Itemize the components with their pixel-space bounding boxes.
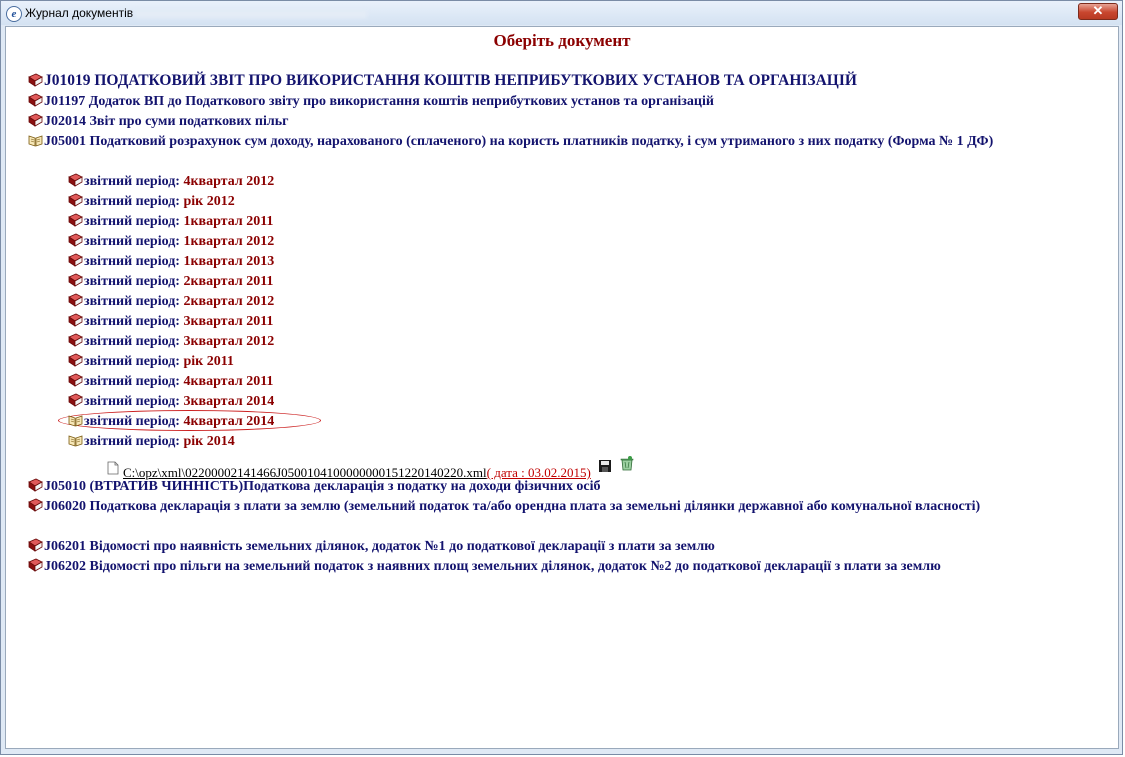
closed-book-icon (68, 173, 83, 187)
period-item[interactable] (68, 292, 274, 312)
period-value: 3квартал 2014 (183, 394, 275, 409)
period-label: звітний період: (84, 414, 180, 429)
document-code: J06201 (44, 539, 86, 554)
document-title: (ВТРАТИВ ЧИННІСТЬ)Податкова декларація з податку на доходи фізичних осіб (89, 479, 601, 494)
period-label: звітний період: (84, 174, 180, 189)
period-item[interactable] (68, 432, 235, 452)
file-icon (107, 461, 119, 475)
period-value: 2квартал 2011 (183, 274, 274, 289)
period-label: звітний період: (84, 274, 180, 289)
window-title: Журнал документів (25, 6, 134, 20)
document-item-j06201[interactable] (28, 537, 715, 557)
period-item[interactable] (68, 212, 273, 232)
period-label: звітний період: (84, 354, 180, 369)
period-value: 2квартал 2012 (183, 294, 275, 309)
document-code: J01197 (44, 94, 86, 109)
closed-book-icon (68, 373, 83, 387)
period-label: звітний період: (84, 234, 180, 249)
document-item-j01019[interactable] (28, 71, 857, 91)
open-book-icon (68, 433, 83, 447)
document-code: J01019 (44, 72, 91, 89)
period-value: 1квартал 2011 (183, 214, 274, 229)
period-value: рік 2011 (183, 354, 234, 369)
period-item[interactable] (68, 352, 234, 372)
document-item-j01197[interactable] (28, 92, 714, 112)
period-item[interactable] (68, 172, 274, 192)
closed-book-icon (68, 353, 83, 367)
closed-book-icon (28, 498, 43, 512)
period-value: 4квартал 2012 (183, 174, 275, 189)
document-title: Звіт про суми податкових пільг (89, 114, 289, 129)
closed-book-icon (68, 273, 83, 287)
period-item[interactable] (68, 392, 274, 412)
document-title: ПОДАТКОВИЙ ЗВІТ ПРО ВИКОРИСТАННЯ КОШТІВ НЕПРИБУТКОВИХ УСТАНОВ ТА ОРГАНІЗАЦІЙ (94, 72, 857, 89)
period-value: 3квартал 2011 (183, 314, 274, 329)
closed-book-icon (68, 233, 83, 247)
title-bar (1, 1, 1122, 25)
period-label: звітний період: (84, 374, 180, 389)
period-label: звітний період: (84, 214, 180, 229)
document-item-j06020[interactable] (28, 497, 1123, 517)
document-item-j06202[interactable] (28, 557, 941, 577)
closed-book-icon (28, 93, 43, 107)
period-item[interactable] (68, 372, 273, 392)
document-item-j05001[interactable] (28, 132, 1123, 152)
period-value: 3квартал 2012 (183, 334, 275, 349)
closed-book-icon (68, 193, 83, 207)
document-item-j02014[interactable] (28, 112, 289, 132)
closed-book-icon (68, 313, 83, 327)
close-icon: ✕ (1092, 3, 1104, 18)
period-value: рік 2014 (183, 434, 235, 449)
period-label: звітний період: (84, 394, 180, 409)
period-item-selected[interactable] (68, 412, 274, 432)
closed-book-icon (28, 113, 43, 127)
document-title: Відомості про наявність земельних ділянок, додаток №1 до податкової декларації з плати за землю (89, 539, 715, 554)
closed-book-icon (68, 333, 83, 347)
document-code: J06020 (44, 499, 86, 514)
period-value: 4квартал 2011 (183, 374, 274, 389)
period-label: звітний період: (84, 334, 180, 349)
file-date: ( дата : 03.02.2015) (486, 465, 591, 480)
document-title: Податкова декларація з плати за землю (земельний податок та/або орендна плата за земельні ділянки державної або комунальної власності) (89, 499, 981, 514)
closed-book-icon (68, 393, 83, 407)
period-value: 4квартал 2014 (183, 414, 275, 429)
period-item[interactable] (68, 312, 273, 332)
period-label: звітний період: (84, 314, 180, 329)
recycle-delete-icon[interactable] (619, 455, 635, 471)
closed-book-icon (68, 293, 83, 307)
document-title: Відомості про пільги на земельний податок з наявних площ земельних ділянок, додаток №2 до податкової декларації з плати за землю (89, 559, 941, 574)
redacted-title-area (135, 10, 367, 18)
period-label: звітний період: (84, 254, 180, 269)
document-tree (6, 27, 1118, 748)
period-label: звітний період: (84, 434, 180, 449)
close-button[interactable] (1078, 3, 1118, 20)
document-code: J05010 (44, 479, 86, 494)
file-path-link[interactable]: C:\opz\xml\02200002141466J0500104100000000151220140220.xml (123, 465, 487, 480)
closed-book-icon (68, 253, 83, 267)
period-item[interactable] (68, 332, 274, 352)
open-book-icon (68, 413, 83, 427)
period-item[interactable] (68, 232, 274, 252)
period-item[interactable] (68, 272, 273, 292)
save-icon[interactable] (598, 459, 612, 473)
closed-book-icon (28, 558, 43, 572)
page-title: Оберіть документ (493, 31, 631, 50)
period-value: рік 2012 (183, 194, 235, 209)
closed-book-icon (68, 213, 83, 227)
closed-book-icon (28, 478, 43, 492)
document-journal-panel (5, 26, 1119, 749)
closed-book-icon (28, 73, 43, 87)
document-title: Податковий розрахунок сум доходу, нарахованого (сплаченого) на користь платників податку, і сум утриманого з них податку (Форма № 1 ДФ) (89, 134, 994, 149)
document-code: J06202 (44, 559, 86, 574)
closed-book-icon (28, 538, 43, 552)
period-label: звітний період: (84, 294, 180, 309)
document-title: Додаток ВП до Податкового звіту про використання коштів неприбуткових установ та організацій (88, 94, 714, 109)
period-item[interactable] (68, 252, 274, 272)
document-code: J05001 (44, 134, 86, 149)
period-label: звітний період: (84, 194, 180, 209)
document-code: J02014 (44, 114, 86, 129)
browser-icon: e (6, 6, 22, 22)
open-book-icon (28, 133, 43, 147)
period-item[interactable] (68, 192, 235, 212)
period-value: 1квартал 2012 (183, 234, 275, 249)
document-item-j05010[interactable] (28, 477, 601, 497)
period-value: 1квартал 2013 (183, 254, 275, 269)
